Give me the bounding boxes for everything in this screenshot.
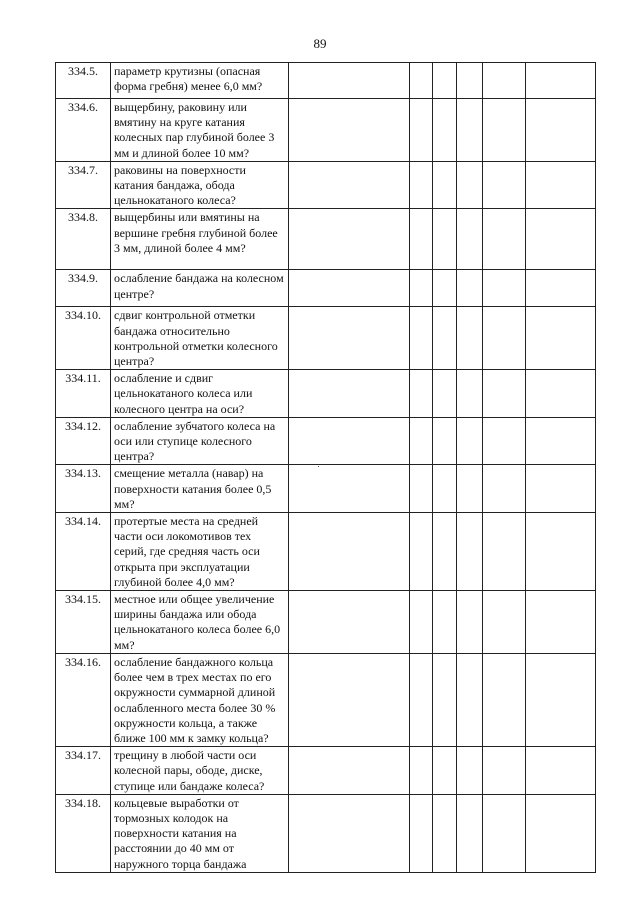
- item-question: параметр крутизны (опасная форма гребня) менее 6,0 мм?: [111, 63, 289, 99]
- empty-cell: [433, 307, 457, 370]
- table-row: [56, 209, 596, 270]
- empty-cell: [457, 161, 483, 209]
- empty-cell: [410, 307, 433, 370]
- page-number: 89: [313, 36, 327, 51]
- item-question: выщербины или вмятины на вершине гребня глубиной более 3 мм, длиной более 4 мм?: [111, 209, 289, 270]
- empty-cell: [526, 161, 596, 209]
- empty-cell: [526, 747, 596, 795]
- empty-cell: [483, 370, 526, 418]
- empty-cell: [526, 270, 596, 307]
- table-row: [56, 161, 596, 209]
- table-row: [56, 794, 596, 872]
- empty-cell: [410, 370, 433, 418]
- empty-cell: [410, 417, 433, 465]
- empty-cell: [483, 161, 526, 209]
- empty-cell: [410, 63, 433, 99]
- empty-cell: [289, 417, 410, 465]
- empty-cell: [457, 591, 483, 654]
- empty-cell: [433, 63, 457, 99]
- item-number: 334.12.: [56, 417, 111, 465]
- empty-cell: [410, 513, 433, 591]
- empty-cell: [410, 653, 433, 746]
- empty-cell: [289, 794, 410, 872]
- empty-cell: [433, 591, 457, 654]
- empty-cell: [410, 161, 433, 209]
- item-question: смещение металла (навар) на поверхности катания более 0,5 мм?: [111, 465, 289, 513]
- checklist-table: [55, 62, 596, 873]
- empty-cell: [433, 270, 457, 307]
- empty-cell: [483, 591, 526, 654]
- table-row: [56, 465, 596, 513]
- table-row: [56, 513, 596, 591]
- empty-cell: [433, 794, 457, 872]
- empty-cell: [433, 99, 457, 162]
- empty-cell: [526, 794, 596, 872]
- empty-cell: [457, 747, 483, 795]
- empty-cell: [433, 747, 457, 795]
- item-question: протертые места на средней части оси локомотивов тех серий, где средняя часть оси открыта при эксплуатации глубиной более 4,0 мм?: [111, 513, 289, 591]
- empty-cell: [526, 307, 596, 370]
- item-number: 334.13.: [56, 465, 111, 513]
- item-question: сдвиг контрольной отметки бандажа относительно контрольной отметки колесного центра?: [111, 307, 289, 370]
- table-row: [56, 370, 596, 418]
- item-number: 334.6.: [56, 99, 111, 162]
- empty-cell: [289, 653, 410, 746]
- item-number: 334.5.: [56, 63, 111, 99]
- item-number: 334.7.: [56, 161, 111, 209]
- empty-cell: [483, 747, 526, 795]
- empty-cell: [457, 465, 483, 513]
- table-row: [56, 653, 596, 746]
- item-number: 334.10.: [56, 307, 111, 370]
- table-row: [56, 270, 596, 307]
- empty-cell: [526, 465, 596, 513]
- empty-cell: [433, 209, 457, 270]
- empty-cell: [457, 370, 483, 418]
- empty-cell: [457, 513, 483, 591]
- empty-cell: [526, 591, 596, 654]
- empty-cell: [410, 209, 433, 270]
- empty-cell: [457, 417, 483, 465]
- item-number: 334.11.: [56, 370, 111, 418]
- empty-cell: [526, 513, 596, 591]
- empty-cell: [483, 270, 526, 307]
- empty-cell: [457, 270, 483, 307]
- empty-cell: [526, 99, 596, 162]
- empty-cell: [289, 513, 410, 591]
- empty-cell: [433, 161, 457, 209]
- empty-cell: [483, 99, 526, 162]
- empty-cell: [526, 63, 596, 99]
- item-question: трещину в любой части оси колесной пары, ободе, диске, ступице или бандаже колеса?: [111, 747, 289, 795]
- item-question: ослабление бандажного кольца более чем в трех местах по его окружности суммарной длиной ослабленного места более 30 % окружности кольца, а также ближе 100 мм к замку кольца?: [111, 653, 289, 746]
- empty-cell: [483, 209, 526, 270]
- item-question: выщербину, раковину или вмятину на круге катания колесных пар глубиной более 3 мм и длиной более 10 мм?: [111, 99, 289, 162]
- empty-cell: [526, 653, 596, 746]
- table-row: [56, 591, 596, 654]
- empty-cell: [457, 63, 483, 99]
- table-row: [56, 747, 596, 795]
- empty-cell: [410, 794, 433, 872]
- empty-cell: [289, 161, 410, 209]
- scan-speck: [318, 466, 319, 467]
- empty-cell: [433, 513, 457, 591]
- empty-cell: [410, 591, 433, 654]
- empty-cell: [289, 209, 410, 270]
- empty-cell: [457, 209, 483, 270]
- empty-cell: [526, 417, 596, 465]
- empty-cell: [289, 99, 410, 162]
- empty-cell: [483, 63, 526, 99]
- empty-cell: [433, 370, 457, 418]
- item-number: 334.8.: [56, 209, 111, 270]
- empty-cell: [289, 63, 410, 99]
- table-row: [56, 307, 596, 370]
- empty-cell: [289, 307, 410, 370]
- empty-cell: [457, 794, 483, 872]
- empty-cell: [526, 370, 596, 418]
- item-number: 334.18.: [56, 794, 111, 872]
- empty-cell: [289, 270, 410, 307]
- empty-cell: [410, 99, 433, 162]
- empty-cell: [289, 747, 410, 795]
- empty-cell: [410, 270, 433, 307]
- empty-cell: [483, 465, 526, 513]
- item-question: кольцевые выработки от тормозных колодок на поверхности катания на расстоянии до 40 мм от наружного торца бандажа: [111, 794, 289, 872]
- item-question: местное или общее увеличение ширины бандажа или обода цельнокатаного колеса более 6,0 мм?: [111, 591, 289, 654]
- item-question: ослабление и сдвиг цельнокатаного колеса или колесного центра на оси?: [111, 370, 289, 418]
- empty-cell: [433, 653, 457, 746]
- empty-cell: [457, 307, 483, 370]
- empty-cell: [410, 465, 433, 513]
- item-question: ослабление зубчатого колеса на оси или ступице колесного центра?: [111, 417, 289, 465]
- empty-cell: [410, 747, 433, 795]
- table-row: [56, 63, 596, 99]
- item-question: раковины на поверхности катания бандажа, обода цельнокатаного колеса?: [111, 161, 289, 209]
- item-number: 334.17.: [56, 747, 111, 795]
- empty-cell: [457, 99, 483, 162]
- empty-cell: [483, 417, 526, 465]
- item-number: 334.14.: [56, 513, 111, 591]
- empty-cell: [483, 513, 526, 591]
- item-number: 334.9.: [56, 270, 111, 307]
- item-number: 334.16.: [56, 653, 111, 746]
- empty-cell: [289, 370, 410, 418]
- empty-cell: [433, 417, 457, 465]
- empty-cell: [483, 794, 526, 872]
- empty-cell: [457, 653, 483, 746]
- empty-cell: [433, 465, 457, 513]
- empty-cell: [483, 307, 526, 370]
- empty-cell: [526, 209, 596, 270]
- item-question: ослабление бандажа на колесном центре?: [111, 270, 289, 307]
- item-number: 334.15.: [56, 591, 111, 654]
- empty-cell: [289, 465, 410, 513]
- empty-cell: [483, 653, 526, 746]
- empty-cell: [289, 591, 410, 654]
- table-row: [56, 417, 596, 465]
- table-row: [56, 99, 596, 162]
